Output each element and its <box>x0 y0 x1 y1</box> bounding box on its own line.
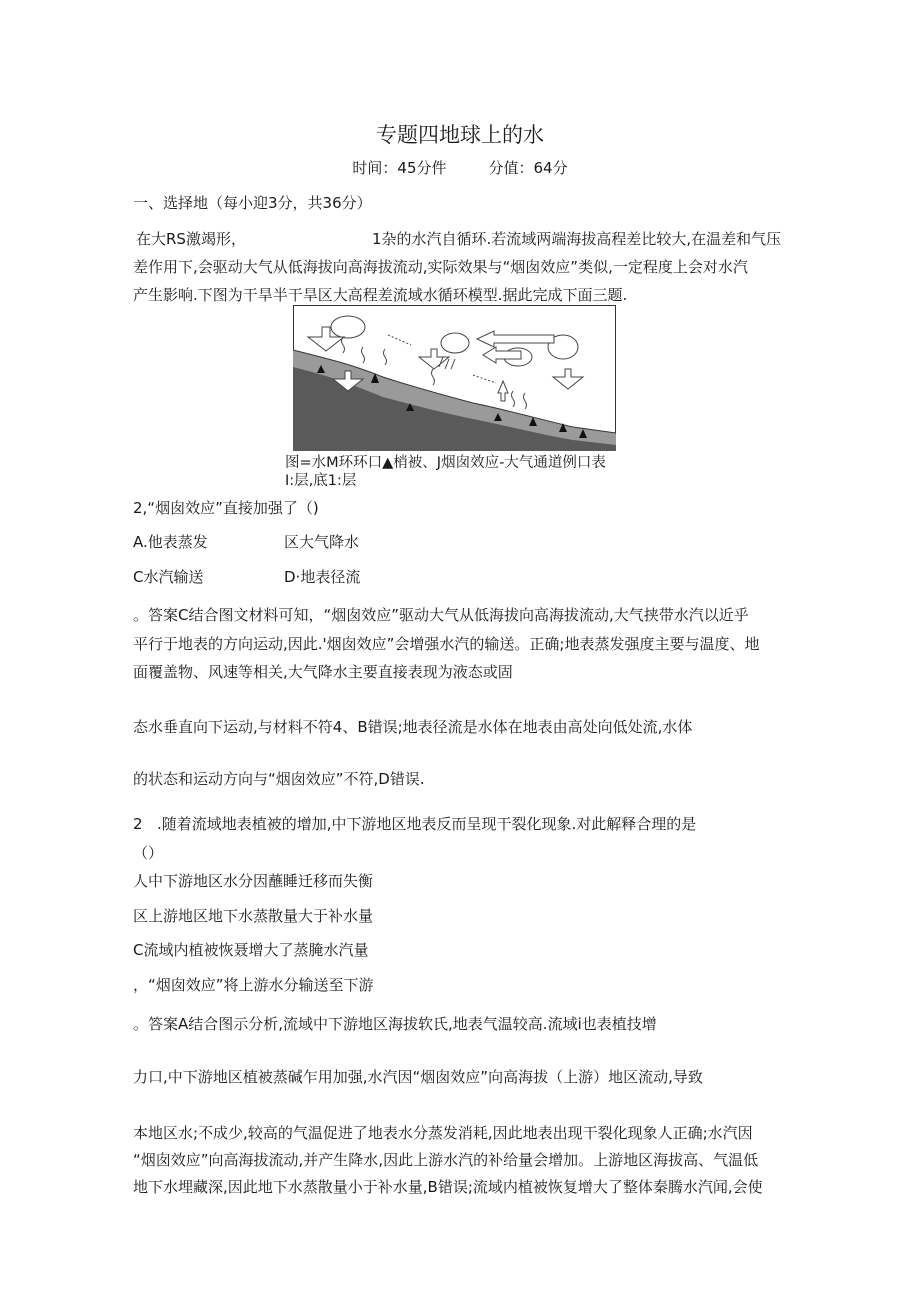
answer-2-line-3: 本地区水;不成少,较高的气温促进了地表水分蒸发消耗,因此地表出现干裂化现象人正确;水汽因 <box>133 1124 753 1142</box>
question-2-option-c: C流域内植被恢聂增大了蒸腌水汽量 <box>133 941 369 959</box>
question-2-stem: .随着流域地表植被的增加,中下游地区地表反而呈现干裂化现象.对此解释合理的是 <box>157 815 697 833</box>
question-2-number: 2 <box>133 815 143 833</box>
answer-2-line-1: 。答案A结合图示分析,流域中下游地区海拔软氏,地表气温较高.流域i也表植技增 <box>133 1015 657 1033</box>
figure-caption-2: I:层,底1:层 <box>285 473 357 489</box>
intro-line-1a: 在大RS激竭形， <box>136 230 246 248</box>
answer-1-line-2: 平行于地表的方向运动,因此.'烟囱效应”会增强水汽的输送。正确;地表蒸发强度主要与温度、地 <box>133 635 760 653</box>
question-2-option-a: 人中下游地区水分因蘸睡迁移而失衡 <box>133 872 374 890</box>
answer-2-line-5: 地下水埋藏深,因此地下水蒸散量小于补水量,B错误;流域内植被恢复增大了整体秦腾水汽闻,会使 <box>133 1178 763 1196</box>
question-1-stem: 2,“烟囱效应”直接加强了（) <box>133 499 319 517</box>
page-title: 专题四地球上的水 <box>376 123 544 147</box>
exam-meta <box>0 158 920 178</box>
question-2-paren: （） <box>133 844 164 862</box>
question-1-option-a: A.他表蒸发 <box>133 533 208 551</box>
question-1-option-c: C水汽输送 <box>133 568 204 586</box>
answer-2-line-2: 力口,中下游地区植被蒸碱乍用加强,水汽因“烟囱效应”向高海拔（上游）地区流动,导致 <box>133 1068 703 1086</box>
question-2-option-b: 区上游地区地下水蒸散量大于补水量 <box>133 907 374 925</box>
question-1-option-d: D·地表径流 <box>284 568 361 586</box>
figure-caption-1: 图=水M环环口▲梢被、J烟囱效应-大气通道例口表 <box>285 455 606 471</box>
intro-line-1b: 1杂的水汽自循环.若流域两端海拔高程差比较大,在温差和气压 <box>372 230 782 248</box>
intro-line-3: 产生影响.下图为干旱半干旱区大高程差流域水循环模型.据此完成下面三题. <box>133 286 628 304</box>
question-1-option-b: 区大气降水 <box>284 533 360 551</box>
question-2-option-d: ，“烟囱效应”将上游水分输送至下游 <box>133 976 374 994</box>
answer-1-line-1: 。答案C结合图文材料可知，“烟囱效应”驱动大气从低海拔向高海拔流动,大气挟带水汽以近乎 <box>133 606 749 624</box>
answer-2-line-4: “烟囱效应”向高海拔流动,并产生降水,因此上游水汽的补给量会增加。上游地区海拔高、气温低 <box>133 1151 759 1169</box>
exam-time: 时间：45分件 <box>352 159 447 177</box>
section-heading: 一、选择地（每小迎3分，共36分） <box>133 194 372 212</box>
answer-1-line-3: 面覆盖物、风速等相关,大气降水主要直接表现为液态或固 <box>133 663 513 681</box>
answer-1-line-5: 的状态和运动方向与“烟囱效应”不符,D错误. <box>133 770 425 788</box>
intro-line-2: 差作用下,会驱动大气从低海拔向高海拔流动,实际效果与“烟囱效应”类似,一定程度上会对水汽 <box>133 258 748 276</box>
exam-score: 分值：64分 <box>488 159 568 177</box>
answer-1-line-4: 态水垂直向下运动,与材料不符4、B错误;地表径流是水体在地表由高处向低处流,水体 <box>133 718 693 736</box>
water-cycle-diagram <box>293 305 616 451</box>
